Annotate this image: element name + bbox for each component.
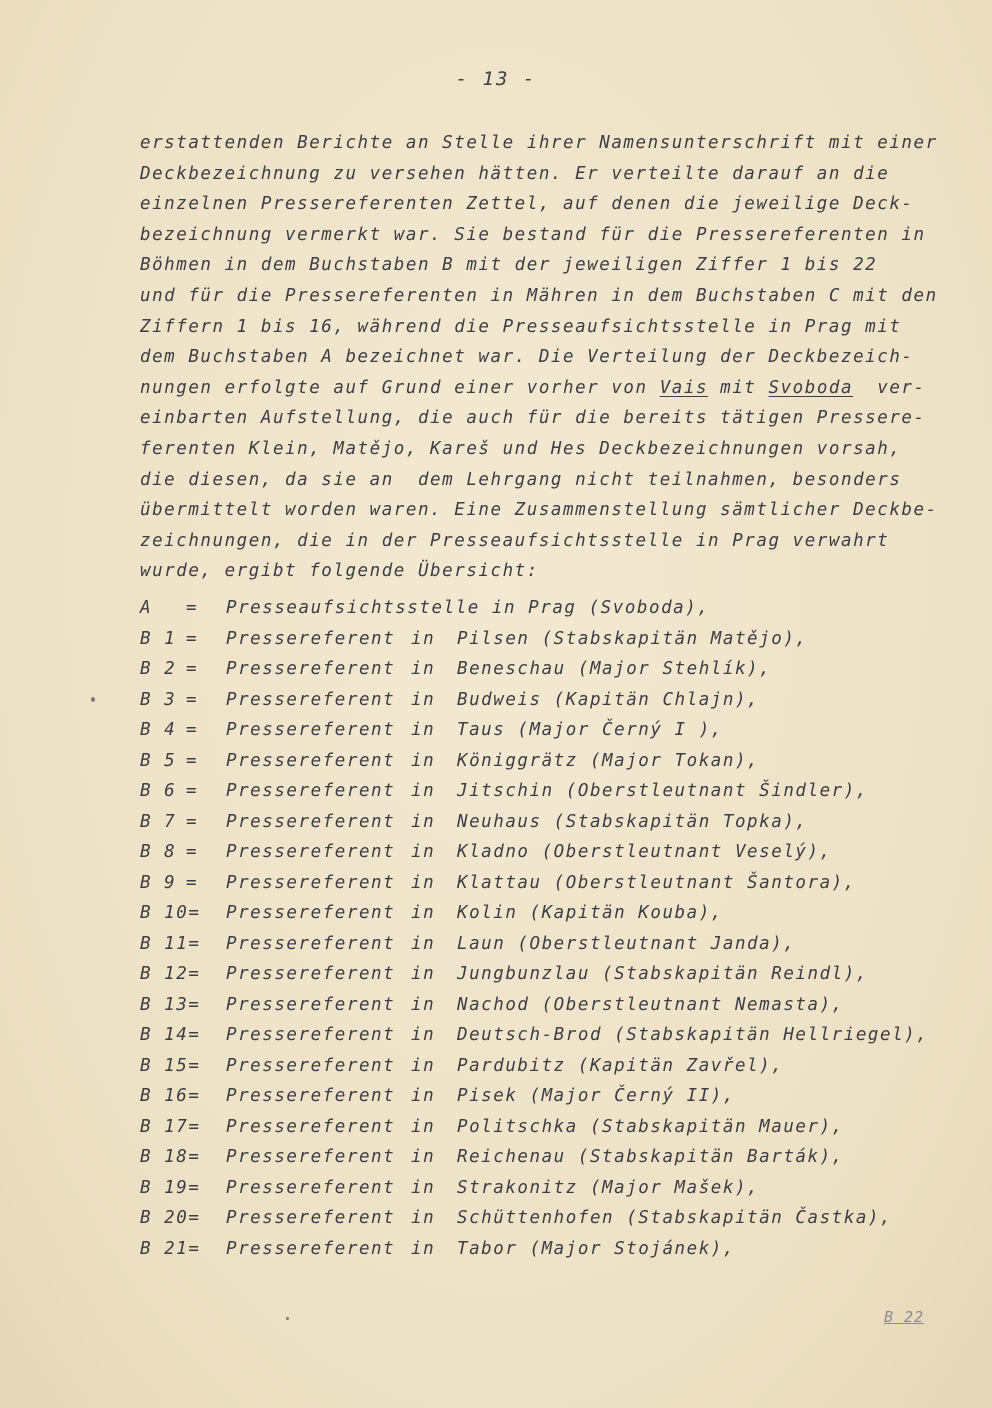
code-listing	[140, 593, 970, 1264]
listing-code: B 5	[140, 750, 177, 771]
listing-preposition: in	[411, 1055, 436, 1076]
listing-equals: =	[186, 750, 199, 771]
listing-row	[140, 746, 970, 777]
listing-preposition: in	[411, 1147, 436, 1167]
listing-code: B 12=	[140, 964, 201, 984]
body-paragraph	[140, 128, 970, 587]
listing-code: B 6	[140, 781, 177, 801]
listing-code: B 17=	[140, 1116, 201, 1137]
listing-equals: =	[186, 689, 199, 710]
paragraph-line: Deckbezeichnung zu versehen hätten. Er verteilte darauf an die	[140, 163, 890, 184]
listing-role: Pressereferent	[226, 903, 396, 923]
listing-equals: =	[186, 811, 199, 832]
listing-row	[140, 837, 970, 868]
listing-preposition: in	[411, 720, 436, 740]
listing-preposition: in	[411, 750, 436, 771]
listing-place: Königgrätz (Major Tokan),	[457, 750, 760, 771]
listing-code: B 21=	[140, 1238, 201, 1259]
listing-code: B 10=	[140, 903, 201, 923]
listing-role: Pressereferent	[226, 720, 396, 740]
listing-preposition: in	[411, 903, 436, 923]
listing-code: B 13=	[140, 994, 201, 1015]
paragraph-line: Ziffern 1 bis 16, während die Presseaufsichtsstelle in Prag mit	[140, 316, 902, 337]
underlined-name-vais: Vais	[659, 377, 709, 398]
listing-row	[140, 776, 970, 807]
listing-place: Pardubitz (Kapitän Zavřel),	[457, 1055, 784, 1076]
listing-code: B 1	[140, 628, 177, 649]
listing-place: Jungbunzlau (Stabskapitän Reindl),	[457, 964, 868, 984]
paragraph-text: ver-	[853, 377, 926, 398]
listing-row	[140, 1142, 970, 1173]
listing-place: Strakonitz (Major Mašek),	[457, 1177, 760, 1198]
listing-preposition: in	[411, 628, 436, 649]
listing-role: Pressereferent	[226, 628, 396, 649]
listing-row	[140, 685, 970, 716]
listing-code: B 15=	[140, 1055, 201, 1076]
listing-place: Taus (Major Černý I ),	[457, 720, 723, 740]
listing-role: Pressereferent	[226, 1208, 396, 1228]
paragraph-line: einzelnen Pressereferenten Zettel, auf denen die jeweilige Deck-	[140, 194, 914, 215]
paragraph-line: bezeichnung vermerkt war. Sie bestand für die Pressereferenten in	[140, 224, 926, 245]
listing-place: Nachod (Oberstleutnant Nemasta),	[457, 994, 844, 1015]
listing-role: Pressereferent	[226, 964, 396, 984]
paragraph-line	[140, 373, 970, 404]
listing-preposition: in	[411, 1086, 436, 1106]
listing-row	[140, 1234, 970, 1265]
listing-place: Kolin (Kapitän Kouba),	[457, 903, 723, 923]
paragraph-line: und für die Pressereferenten in Mähren in dem Buchstaben C mit den	[140, 285, 938, 306]
listing-code: B 19=	[140, 1177, 201, 1198]
listing-place: Pilsen (Stabskapitän Matějo),	[457, 628, 808, 649]
listing-code: A	[140, 598, 153, 618]
listing-row	[140, 1020, 970, 1051]
listing-place: Kladno (Oberstleutnant Veselý),	[457, 842, 832, 862]
listing-equals: =	[186, 720, 199, 740]
listing-code: B 20=	[140, 1208, 201, 1228]
listing-role: Pressereferent	[226, 994, 396, 1015]
listing-role: Pressereferent	[226, 1177, 396, 1198]
next-page-catchword: B 22	[884, 1308, 925, 1326]
listing-code: B 8	[140, 842, 177, 862]
paragraph-line: wurde, ergibt folgende Übersicht:	[140, 561, 539, 582]
listing-equals: =	[186, 628, 199, 649]
listing-row	[140, 990, 970, 1021]
paragraph-line: die diesen, da sie an dem Lehrgang nicht teilnahmen, besonders	[140, 469, 902, 490]
listing-place: Neuhaus (Stabskapitän Topka),	[457, 811, 808, 832]
listing-code: B 18=	[140, 1147, 201, 1167]
listing-equals: =	[186, 872, 199, 893]
listing-code: B 2	[140, 659, 177, 679]
listing-preposition: in	[411, 964, 436, 984]
listing-role: Presseaufsichtsstelle in Prag (Svoboda),	[226, 598, 710, 618]
listing-row	[140, 929, 970, 960]
listing-row	[140, 807, 970, 838]
paragraph-line: zeichnungen, die in der Presseaufsichtsstelle in Prag verwahrt	[140, 530, 890, 551]
listing-row	[140, 1081, 970, 1112]
listing-preposition: in	[411, 811, 436, 832]
paragraph-line: einbarten Aufstellung, die auch für die bereits tätigen Pressere-	[140, 408, 926, 429]
listing-equals: =	[186, 659, 199, 679]
listing-row	[140, 898, 970, 929]
listing-equals: =	[186, 598, 199, 618]
listing-row	[140, 1203, 970, 1234]
listing-role: Pressereferent	[226, 659, 396, 679]
listing-row	[140, 959, 970, 990]
listing-row	[140, 868, 970, 899]
listing-role: Pressereferent	[226, 1238, 396, 1259]
paragraph-line: ferenten Klein, Matějo, Kareš und Hes Deckbezeichnungen vorsah,	[140, 438, 902, 459]
listing-code: B 14=	[140, 1025, 201, 1045]
listing-preposition: in	[411, 1208, 436, 1228]
listing-preposition: in	[411, 1238, 436, 1259]
listing-code: B 3	[140, 689, 177, 710]
listing-preposition: in	[411, 933, 436, 954]
listing-equals: =	[186, 842, 199, 862]
listing-place: Politschka (Stabskapitän Mauer),	[457, 1116, 844, 1137]
listing-role: Pressereferent	[226, 933, 396, 954]
listing-role: Pressereferent	[226, 689, 396, 710]
listing-preposition: in	[411, 872, 436, 893]
listing-row	[140, 1173, 970, 1204]
paragraph-line: Böhmen in dem Buchstaben B mit der jeweiligen Ziffer 1 bis 22	[140, 255, 878, 276]
paragraph-line: dem Buchstaben A bezeichnet war. Die Verteilung der Deckbezeich-	[140, 347, 914, 368]
listing-place: Reichenau (Stabskapitän Barták),	[457, 1147, 844, 1167]
listing-code: B 9	[140, 872, 177, 893]
listing-role: Pressereferent	[226, 750, 396, 771]
ink-speck	[286, 1317, 289, 1320]
listing-role: Pressereferent	[226, 1086, 396, 1106]
listing-code: B 4	[140, 720, 177, 740]
listing-row	[140, 1112, 970, 1143]
listing-place: Tabor (Major Stojánek),	[457, 1238, 735, 1259]
underlined-name-svoboda: Svoboda	[768, 377, 854, 398]
page-number: - 13 -	[455, 68, 537, 90]
listing-role: Pressereferent	[226, 1025, 396, 1045]
listing-place: Beneschau (Major Stehlík),	[457, 659, 772, 679]
listing-preposition: in	[411, 659, 436, 679]
listing-role: Pressereferent	[226, 872, 396, 893]
listing-role: Pressereferent	[226, 1116, 396, 1137]
listing-place: Schüttenhofen (Stabskapitän Častka),	[457, 1208, 893, 1228]
listing-preposition: in	[411, 994, 436, 1015]
listing-row	[140, 1051, 970, 1082]
listing-code: B 16=	[140, 1086, 201, 1106]
listing-code: B 7	[140, 811, 177, 832]
listing-place: Jitschin (Oberstleutnant Šindler),	[457, 781, 868, 801]
listing-role: Pressereferent	[226, 1055, 396, 1076]
listing-code: B 11=	[140, 933, 201, 954]
listing-preposition: in	[411, 1116, 436, 1137]
listing-place: Deutsch-Brod (Stabskapitän Hellriegel),	[457, 1025, 929, 1045]
paragraph-line: erstattenden Berichte an Stelle ihrer Namensunterschrift mit einer	[140, 133, 938, 153]
listing-row	[140, 593, 970, 624]
listing-preposition: in	[411, 1177, 436, 1198]
listing-place: Pisek (Major Černý II),	[457, 1086, 735, 1106]
listing-preposition: in	[411, 781, 436, 801]
listing-place: Klattau (Oberstleutnant Šantora),	[457, 872, 856, 893]
paragraph-text: nungen erfolgte auf Grund einer vorher von	[140, 377, 660, 398]
paragraph-line: übermittelt worden waren. Eine Zusammenstellung sämtlicher Deckbe-	[140, 500, 938, 521]
paragraph-text: mit	[708, 377, 769, 398]
listing-equals: =	[186, 781, 199, 801]
listing-role: Pressereferent	[226, 781, 396, 801]
listing-row	[140, 654, 970, 685]
listing-row	[140, 715, 970, 746]
listing-place: Budweis (Kapitän Chlajn),	[457, 689, 760, 710]
listing-preposition: in	[411, 1025, 436, 1045]
listing-row	[140, 624, 970, 655]
listing-preposition: in	[411, 689, 436, 710]
listing-role: Pressereferent	[226, 811, 396, 832]
listing-preposition: in	[411, 842, 436, 862]
listing-role: Pressereferent	[226, 842, 396, 862]
ink-speck	[91, 697, 95, 702]
listing-role: Pressereferent	[226, 1147, 396, 1167]
listing-place: Laun (Oberstleutnant Janda),	[457, 933, 796, 954]
